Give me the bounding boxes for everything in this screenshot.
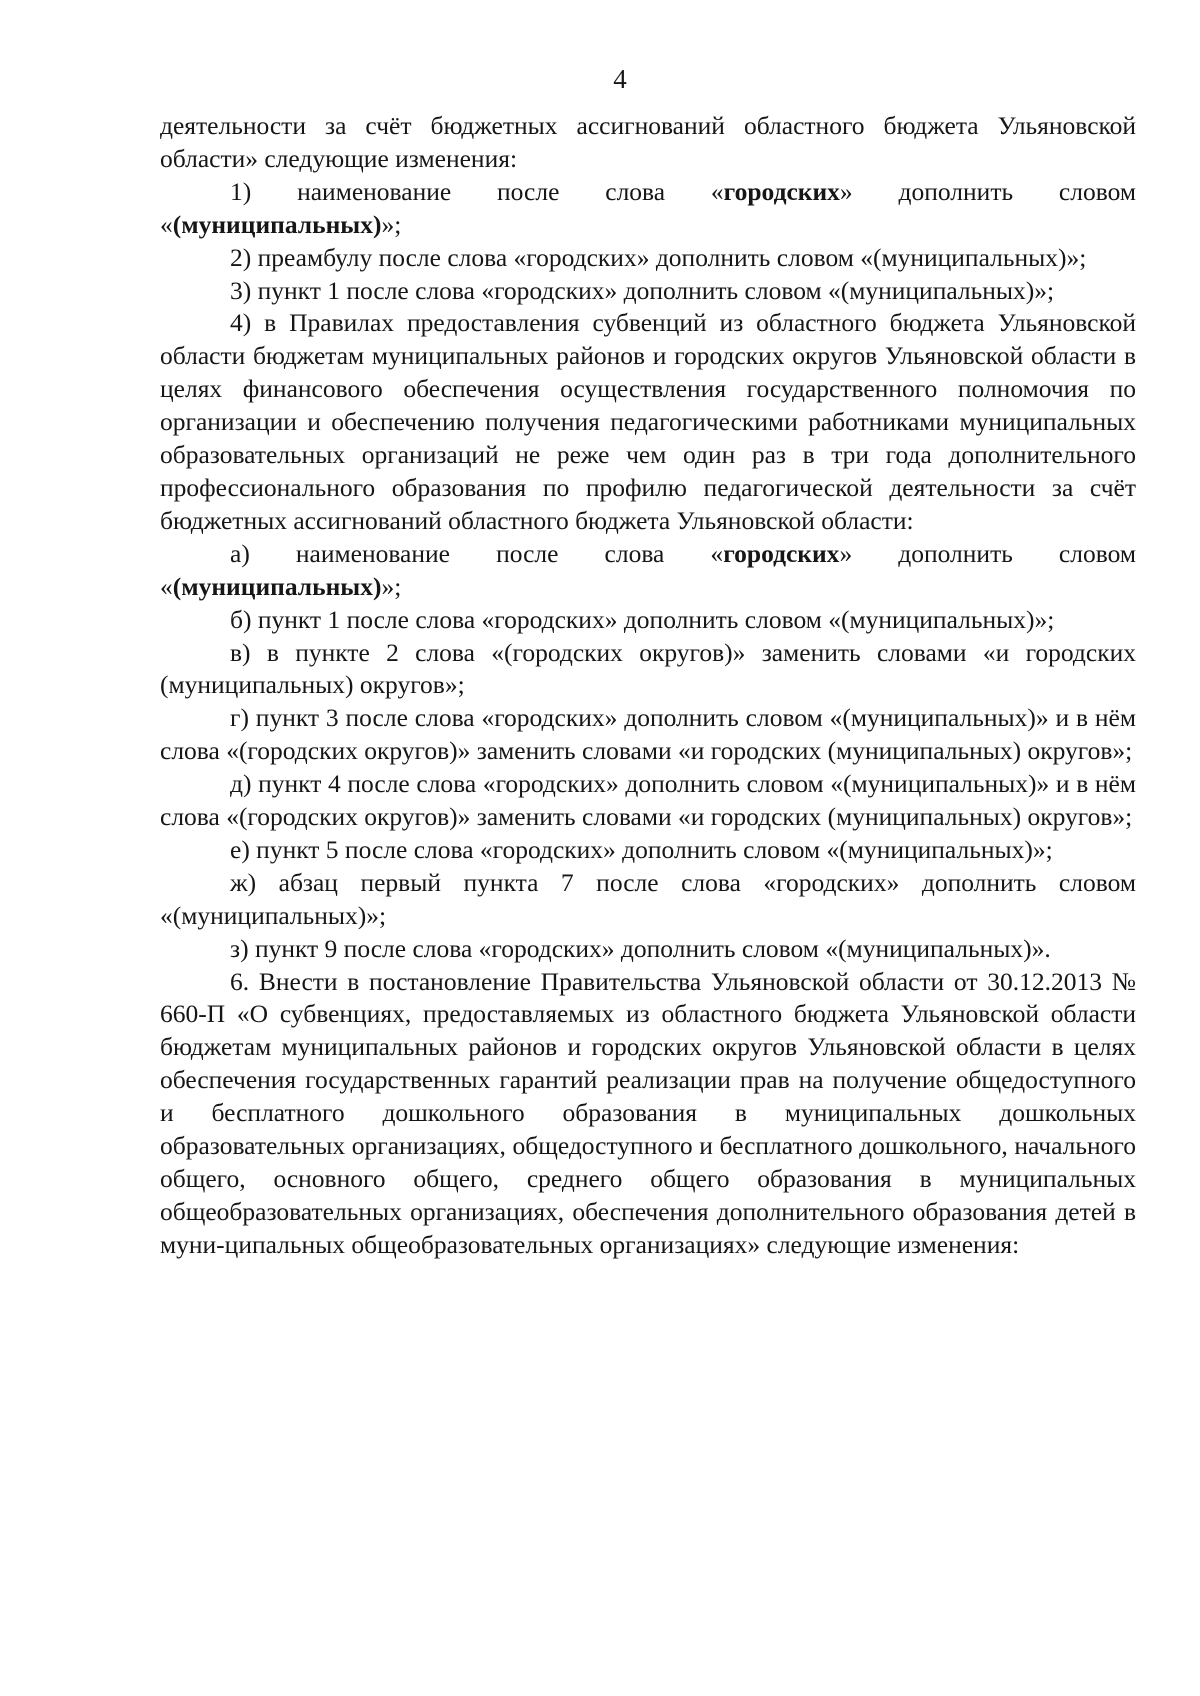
bold-text: городских: [723, 538, 840, 568]
text-run: в) в пункте 2 слова «(городских округов)» заменить словами «и городских (муниципальных) округов»;: [160, 637, 1136, 700]
paragraph-p2: [160, 242, 1136, 275]
paragraph-p9: [160, 768, 1136, 834]
paragraph-p10: [160, 834, 1136, 867]
paragraph-p4: [160, 307, 1136, 537]
paragraph-p12: [160, 933, 1136, 966]
paragraph-p8: [160, 702, 1136, 768]
text-run: 1) наименование после слова «: [230, 176, 724, 206]
text-run: »;: [381, 209, 402, 239]
text-run: деятельности за счёт бюджетных ассигнований областного бюджета Ульяновской области» следующие изменения:: [160, 111, 1136, 173]
text-run: е) пункт 5 после слова «городских» дополнить словом «(муниципальных)»;: [230, 834, 1053, 864]
text-run: г) пункт 3 после слова «городских» дополнить словом «(муниципальных)» и в нём слова «(городских округов)» заменить словами «и городских (муниципальных) округов»;: [160, 703, 1136, 766]
text-run: »;: [381, 571, 402, 601]
text-run: 6. Внести в постановление Правительства Ульяновской области от 30.12.2013 № 660-П «О субвенциях, предоставляемых из областного бюджета Ульяновской области бюджетам муниципальных районов и городских округов Ульяновской области в целях обеспечения государственных гарантий реализации прав на получение общедоступного и бесплатного дошкольного образования в муниципальных дошкольных образовательных организациях, общедоступного и бесплатного дошкольного, начального общего, основного общего, среднего общего образования в муниципальных общеобразовательных организациях, обеспечения дополнительного образования детей в муни-ципальных общеобразовательных организациях» следующие изменения:: [160, 966, 1136, 1259]
paragraph-p1: [160, 176, 1136, 242]
bold-text: городских: [723, 176, 840, 206]
paragraph-p11: [160, 867, 1136, 933]
bold-text: (муниципальных): [172, 209, 382, 239]
text-run: 3) пункт 1 после слова «городских» дополнить словом «(муниципальных)»;: [230, 275, 1055, 305]
document-body: [160, 110, 1136, 1262]
text-run: » дополнить словом «: [160, 538, 1136, 601]
page-number: 4: [613, 64, 627, 94]
text-run: ж) абзац первый пункта 7 после слова «городских» дополнить словом «(муниципальных)»;: [160, 867, 1136, 930]
text-run: 4) в Правилах предоставления субвенций из областного бюджета Ульяновской области бюджетам муниципальных районов и городских округов Ульяновской области в целях финансового обеспечения осуществления государственного полномочия по организации и обеспечению получения педагогическими работниками муниципальных образовательных организаций не реже чем один раз в три года дополнительного профессионального образования по профилю педагогической деятельности за счёт бюджетных ассигнований областного бюджета Ульяновской области:: [160, 308, 1136, 535]
paragraph-p6: [160, 604, 1136, 637]
text-run: 2) преамбулу после слова «городских» дополнить словом «(муниципальных)»;: [230, 242, 1087, 272]
text-run: б) пункт 1 после слова «городских» дополнить словом «(муниципальных)»;: [230, 604, 1055, 634]
paragraph-p0: [160, 110, 1136, 176]
text-run: д) пункт 4 после слова «городских» дополнить словом «(муниципальных)» и в нём слова «(городских округов)» заменить словами «и городских (муниципальных) округов»;: [160, 769, 1136, 832]
paragraph-p13: [160, 966, 1136, 1262]
paragraph-p7: [160, 637, 1136, 703]
paragraph-p5: [160, 538, 1136, 604]
text-run: » дополнить словом «: [160, 176, 1136, 239]
text-run: з) пункт 9 после слова «городских» дополнить словом «(муниципальных)».: [230, 933, 1051, 963]
text-run: а) наименование после слова «: [230, 538, 724, 568]
paragraph-p3: [160, 275, 1136, 308]
bold-text: (муниципальных): [172, 571, 382, 601]
